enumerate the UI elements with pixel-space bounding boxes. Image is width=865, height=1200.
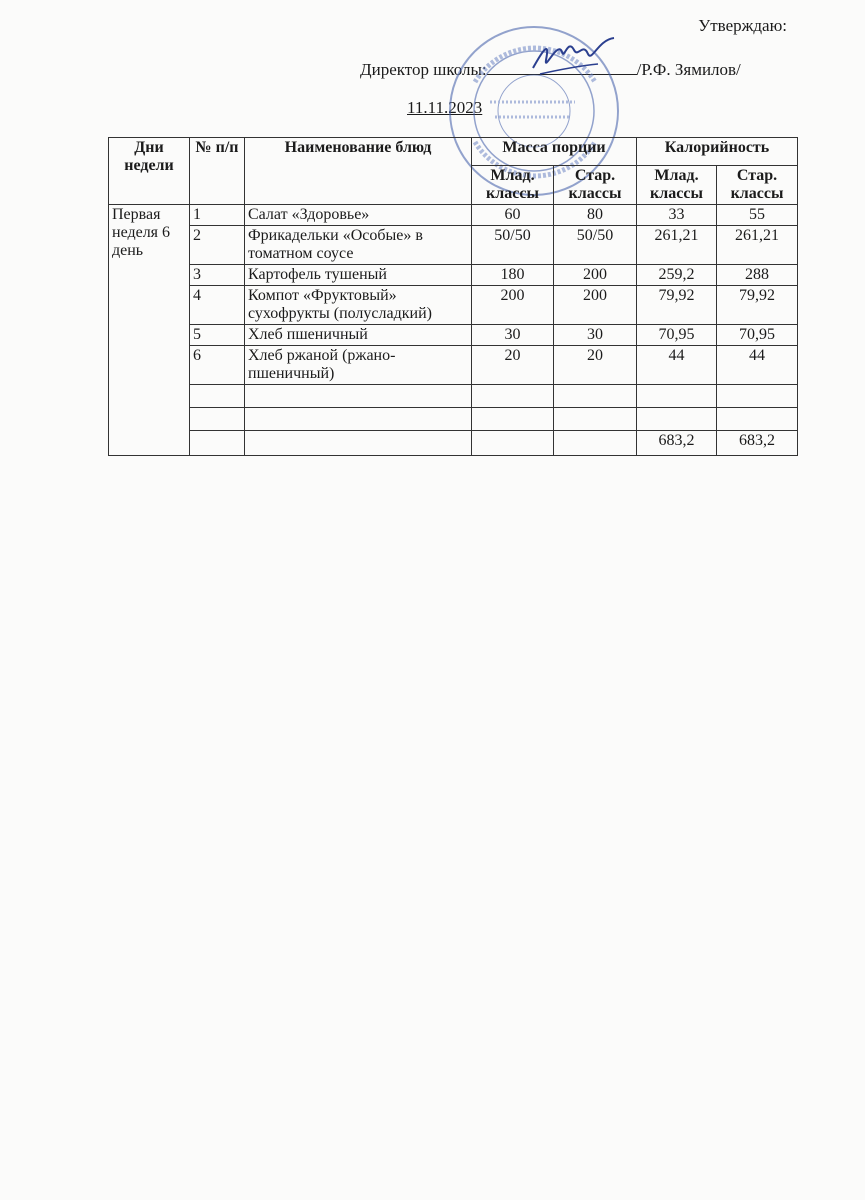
row-dish: Компот «Фруктовый» сухофрукты (полусладкий) [245, 286, 472, 325]
row-mass-junior: 180 [472, 265, 554, 286]
row-num: 6 [190, 346, 245, 385]
row-num: 4 [190, 286, 245, 325]
empty-cell [245, 385, 472, 408]
row-mass-junior: 50/50 [472, 226, 554, 265]
approve-label: Утверждаю: [698, 16, 787, 35]
totals-row [109, 431, 798, 456]
row-mass-senior: 30 [554, 325, 637, 346]
empty-cell [245, 431, 472, 456]
header-dish: Наименование блюд [245, 138, 472, 205]
header-cal-senior: Стар. классы [717, 166, 798, 205]
table-row [109, 226, 798, 265]
empty-cell [190, 385, 245, 408]
row-dish: Хлеб пшеничный [245, 325, 472, 346]
approval-date: 11.11.2023 [407, 98, 483, 117]
row-mass-junior: 30 [472, 325, 554, 346]
director-label: Директор школы: [360, 60, 487, 79]
empty-cell [554, 385, 637, 408]
empty-cell [245, 408, 472, 431]
empty-cell [717, 408, 798, 431]
table-row [109, 346, 798, 385]
row-mass-junior: 20 [472, 346, 554, 385]
director-signature-icon [528, 30, 618, 80]
row-num: 3 [190, 265, 245, 286]
empty-cell [472, 408, 554, 431]
row-mass-senior: 200 [554, 265, 637, 286]
menu-table [108, 137, 798, 456]
row-num: 1 [190, 205, 245, 226]
row-dish: Хлеб ржаной (ржано-пшеничный) [245, 346, 472, 385]
empty-cell [637, 385, 717, 408]
empty-cell [190, 431, 245, 456]
empty-row [109, 385, 798, 408]
header-mass-junior: Млад. классы [472, 166, 554, 205]
row-mass-senior: 20 [554, 346, 637, 385]
row-cal-junior: 259,2 [637, 265, 717, 286]
row-mass-junior: 200 [472, 286, 554, 325]
row-cal-senior: 79,92 [717, 286, 798, 325]
empty-cell [637, 408, 717, 431]
header-cal-junior: Млад. классы [637, 166, 717, 205]
empty-cell [554, 431, 637, 456]
row-cal-junior: 70,95 [637, 325, 717, 346]
row-num: 2 [190, 226, 245, 265]
empty-cell [472, 385, 554, 408]
header-day: Дни недели [109, 138, 190, 205]
empty-cell [190, 408, 245, 431]
empty-cell [717, 385, 798, 408]
director-name: /Р.Ф. Зямилов/ [636, 60, 741, 79]
row-dish: Салат «Здоровье» [245, 205, 472, 226]
day-label: Первая неделя 6 день [109, 205, 190, 456]
header-mass: Масса порции [472, 138, 637, 166]
row-cal-junior: 44 [637, 346, 717, 385]
header-mass-senior: Стар. классы [554, 166, 637, 205]
header-num: № п/п [190, 138, 245, 205]
row-cal-senior: 288 [717, 265, 798, 286]
table-row [109, 265, 798, 286]
row-cal-junior: 79,92 [637, 286, 717, 325]
row-dish: Фрикадельки «Особые» в томатном соусе [245, 226, 472, 265]
row-cal-senior: 261,21 [717, 226, 798, 265]
total-cal-senior: 683,2 [717, 431, 798, 456]
empty-cell [554, 408, 637, 431]
table-row [109, 325, 798, 346]
row-mass-senior: 80 [554, 205, 637, 226]
row-dish: Картофель тушеный [245, 265, 472, 286]
row-cal-senior: 70,95 [717, 325, 798, 346]
empty-row [109, 408, 798, 431]
header-calories: Калорийность [637, 138, 798, 166]
row-num: 5 [190, 325, 245, 346]
total-cal-junior: 683,2 [637, 431, 717, 456]
row-mass-senior: 50/50 [554, 226, 637, 265]
row-cal-senior: 55 [717, 205, 798, 226]
row-cal-junior: 33 [637, 205, 717, 226]
row-mass-senior: 200 [554, 286, 637, 325]
empty-cell [472, 431, 554, 456]
table-row [109, 205, 798, 226]
row-cal-junior: 261,21 [637, 226, 717, 265]
row-mass-junior: 60 [472, 205, 554, 226]
table-row [109, 286, 798, 325]
row-cal-senior: 44 [717, 346, 798, 385]
